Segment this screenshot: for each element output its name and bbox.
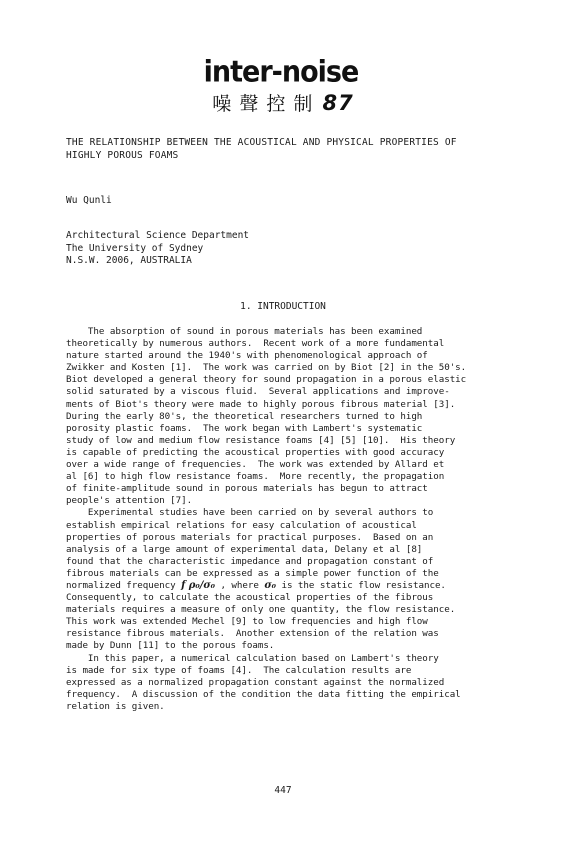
conference-logo-subtitle [0,91,566,116]
body-line: fibrous materials can be expressed as a simple power function of the [66,567,439,579]
body-line: is capable of predicting the acoustical properties with good accuracy [66,446,445,458]
body-line: study of low and medium flow resistance foams [4] [5] [10]. His theory [66,434,456,446]
body-line: theoretically by numerous authors. Recent work of a more fundamental [66,338,445,350]
section-heading: 1. INTRODUCTION [240,301,326,312]
body-text [66,326,506,713]
body-line: properties of porous materials for practical purposes. Based on an [66,531,434,543]
paper-title: THE RELATIONSHIP BETWEEN THE ACOUSTICAL AND PHYSICAL PROPERTIES OF HIGHLY POROUS FOAMS [66,137,457,161]
body-line: Experimental studies have been carried on by several authors to [66,507,434,519]
body-line: of finite-amplitude sound in porous materials has begun to attract [66,483,428,495]
page-number: 447 [274,785,292,796]
body-line: nature started around the 1940's with phenomenological approach of [66,350,428,362]
body-line: people's attention [7]. [66,495,193,507]
body-line: relation is given. [66,700,165,712]
body-line: Zwikker and Kosten [1]. The work was carried on by Biot [2] in the 50's. [66,362,467,374]
body-line: frequency. A discussion of the condition the data fitting the empirical [66,688,461,700]
conference-logo-text: inter-noise [203,55,359,90]
normalized-frequency-formula: f ρ₀/σ₀ [181,579,215,591]
body-line: al [6] to high flow resistance foams. More recently, the propagation [66,471,445,483]
author-affiliation: Architectural Science Department The University of Sydney N.S.W. 2006, AUSTRALIA [66,230,250,266]
body-line: made by Dunn [11] to the porous foams. [66,640,275,652]
body-line: over a wide range of frequencies. The work was extended by Allard et [66,459,445,471]
body-line: Consequently, to calculate the acoustical properties of the fibrous [66,592,434,604]
body-line: expressed as a normalized propagation constant against the normalized [66,676,445,688]
flow-resistance-symbol: σ₀ [264,579,276,591]
author-name: Wu Qunli [66,195,112,206]
body-line: During the early 80's, the theoretical researchers turned to high [66,410,423,422]
body-line: found that the characteristic impedance and propagation constant of [66,555,434,567]
body-line: ments of Biot's theory were made to highly porous fibrous material [3]. [66,398,456,410]
body-line: porosity plastic foams. The work began with Lambert's systematic [66,422,423,434]
body-line: Biot developed a general theory for sound propagation in a porous elastic [66,374,467,386]
body-line: resistance fibrous materials. Another extension of the relation was [66,628,439,640]
logo-chinese-characters: 噪 聲 控 制 [212,93,314,115]
body-line: This work was extended Mechel [9] to low frequencies and high flow [66,616,428,628]
body-line: normalized frequency f ρ₀/σ₀ , where σ₀ is the static flow resistance. [66,579,446,591]
logo-year: 87 [322,91,354,115]
body-line: In this paper, a numerical calculation based on Lambert's theory [66,652,439,664]
body-line: is made for six type of foams [4]. The calculation results are [66,664,412,676]
body-line: materials requires a measure of only one quantity, the flow resistance. [66,604,456,616]
body-line: analysis of a large amount of experimental data, Delany et al [8] [66,543,423,555]
body-line: The absorption of sound in porous materials has been examined [66,326,423,337]
body-line: establish empirical relations for easy calculation of acoustical [66,519,417,531]
body-line: solid saturated by a viscous fluid. Several applications and improve- [66,386,450,398]
